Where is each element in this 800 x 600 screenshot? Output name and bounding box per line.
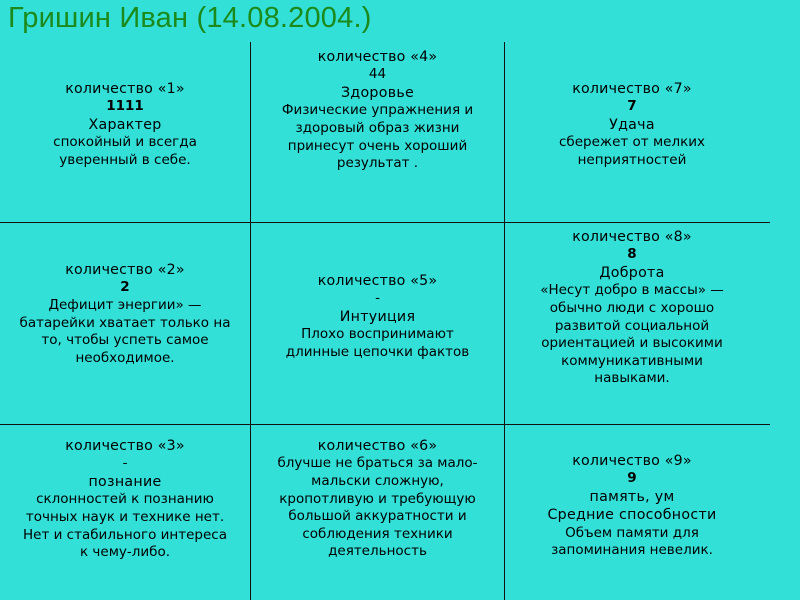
cell-heading: количество «3»	[65, 438, 185, 454]
numerology-grid	[0, 40, 770, 600]
cell-number: 7	[627, 98, 637, 115]
cell-heading: количество «7»	[572, 81, 692, 97]
cell-heading: количество «2»	[65, 262, 185, 278]
cell-heading: количество «5»	[317, 273, 438, 289]
cell-2	[0, 261, 250, 367]
page-title: Гришин Иван (14.08.2004.)	[8, 2, 372, 34]
cell-trait: Характер	[88, 117, 162, 133]
cell-description: Плохо воспринимают длинные цепочки фактов	[285, 326, 470, 360]
cell-description: сбережет от мелких неприятностей	[558, 134, 705, 168]
cell-5	[251, 272, 504, 362]
cell-4	[251, 48, 504, 173]
cell-description: Дефицит энергии» — батарейки хватает только на то, чтобы успеть самое необходимое.	[19, 297, 231, 366]
cell-number: 8	[627, 246, 637, 263]
cell-trait: Доброта	[599, 265, 665, 281]
cell-trait: Здоровье	[340, 85, 415, 101]
cell-1	[0, 80, 250, 170]
cell-heading: количество «9»	[572, 453, 692, 469]
cell-ability: Средние способности	[547, 507, 717, 524]
cell-number: -	[122, 455, 128, 472]
cell-heading: количество «6»	[317, 438, 438, 454]
cell-number: -	[375, 290, 380, 307]
cell-9	[505, 452, 759, 560]
cell-description: Объем памяти для запоминания невелик.	[551, 524, 713, 559]
cell-number: 2	[120, 279, 130, 296]
grid-line	[0, 222, 770, 223]
cell-description: Физические упражнения и здоровый образ жизни принесут очень хороший результат .	[281, 102, 474, 172]
cell-6	[251, 437, 504, 561]
cell-number: 44	[368, 66, 387, 83]
cell-number: 1111	[106, 98, 144, 115]
cell-7	[505, 80, 759, 170]
cell-trait: Удача	[609, 117, 655, 133]
cell-heading: количество «4»	[317, 49, 438, 65]
cell-heading: количество «8»	[572, 229, 692, 245]
cell-number: 9	[627, 470, 637, 487]
cell-heading: количество «1»	[65, 81, 185, 97]
cell-3	[0, 437, 250, 562]
cell-description: блучше не браться за мало- мальски сложную, кропотливую и требующую большой аккуратности и соблюдения техники деятельность	[277, 455, 478, 560]
cell-description: спокойный и всегда уверенный в себе.	[53, 134, 197, 168]
cell-description: «Несут добро в массы» — обычно люди с хорошо развитой социальной ориентацией и высокими коммуникативными навыками.	[540, 282, 724, 387]
cell-trait: Интуиция	[339, 309, 416, 325]
cell-8	[505, 228, 759, 388]
cell-trait: память, ум	[589, 489, 675, 505]
grid-line	[0, 424, 770, 425]
cell-description: склонностей к познанию точных наук и технике нет. Нет и стабильного интереса к чему-либо.	[23, 491, 227, 561]
cell-trait: познание	[88, 474, 162, 490]
